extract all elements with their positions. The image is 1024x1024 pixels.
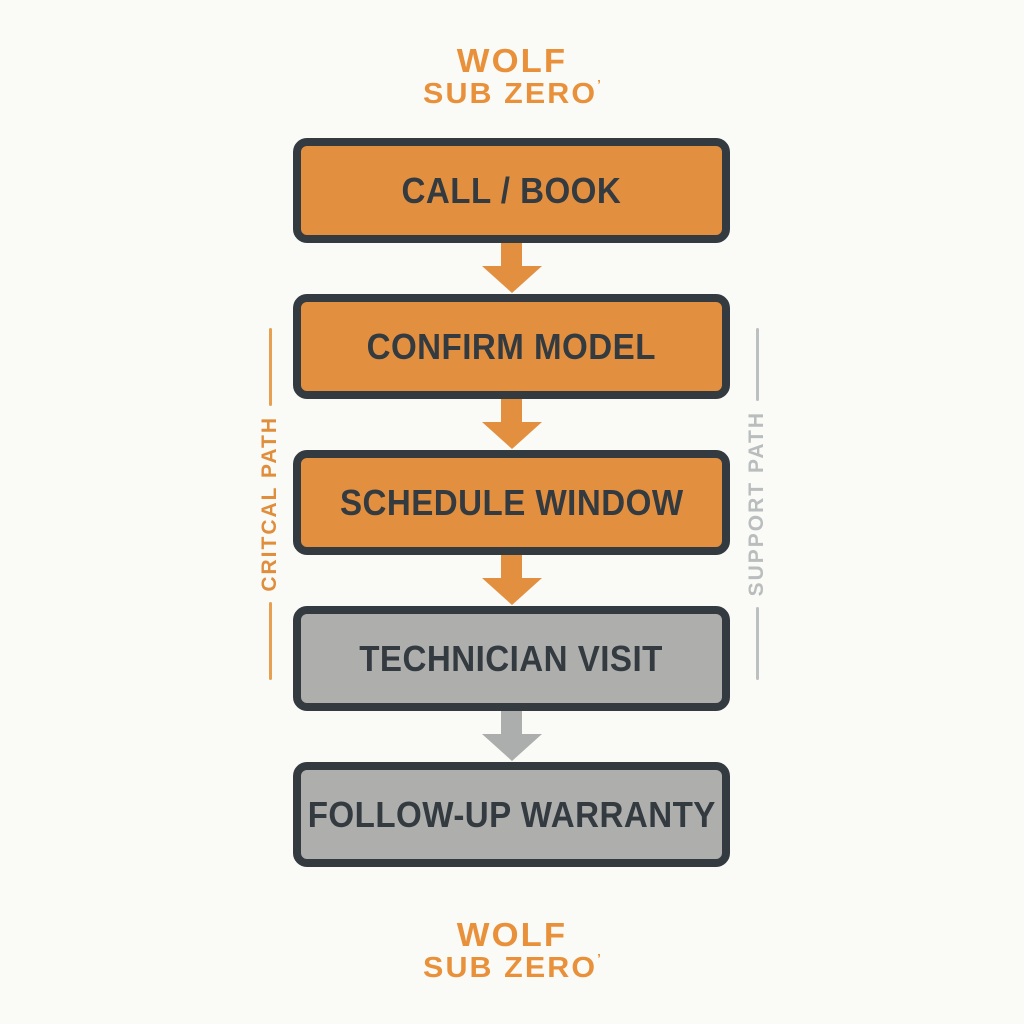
flowchart (293, 138, 730, 867)
brand-logo-bottom (0, 918, 1024, 983)
arrow-head (482, 578, 542, 605)
connector-line (269, 602, 272, 680)
step-follow-up-warranty (293, 762, 730, 867)
logo-subzero-text: SUB ZERO (423, 952, 598, 984)
critical-path-label: CRITCAL PATH (258, 416, 281, 592)
step-label: SCHEDULE WINDOW (339, 481, 684, 523)
trademark-mark: ’ (597, 77, 601, 92)
down-arrow-icon (482, 555, 542, 606)
connector-line (756, 328, 759, 401)
trademark-mark: ’ (597, 951, 601, 966)
step-call-book (293, 138, 730, 243)
logo-wordmark-subzero (0, 951, 1024, 984)
support-path-label: SUPPORT PATH (745, 411, 768, 597)
step-label: FOLLOW-UP WARRANTY (307, 793, 716, 835)
arrow-head (482, 734, 542, 761)
step-technician-visit (293, 606, 730, 711)
arrow-head (482, 422, 542, 449)
step-label: CALL / BOOK (401, 169, 622, 211)
step-label: TECHNICIAN VISIT (359, 637, 664, 679)
step-confirm-model (293, 294, 730, 399)
down-arrow-icon (482, 399, 542, 450)
step-schedule-window (293, 450, 730, 555)
support-path-label-group (742, 328, 772, 680)
brand-logo-top (0, 44, 1024, 109)
step-label: CONFIRM MODEL (366, 325, 657, 367)
arrow-stem (501, 555, 522, 578)
connector-line (756, 607, 759, 680)
arrow-stem (501, 711, 522, 734)
connector-line (269, 328, 272, 406)
arrow-head (482, 266, 542, 293)
logo-wordmark-wolf: WOLF (456, 42, 568, 79)
logo-wordmark-wolf: WOLF (456, 916, 568, 953)
logo-wordmark-subzero (0, 77, 1024, 110)
down-arrow-icon (482, 711, 542, 762)
arrow-stem (501, 399, 522, 422)
arrow-stem (501, 243, 522, 266)
logo-subzero-text: SUB ZERO (423, 78, 598, 110)
critical-path-label-group (255, 328, 285, 680)
down-arrow-icon (482, 243, 542, 294)
